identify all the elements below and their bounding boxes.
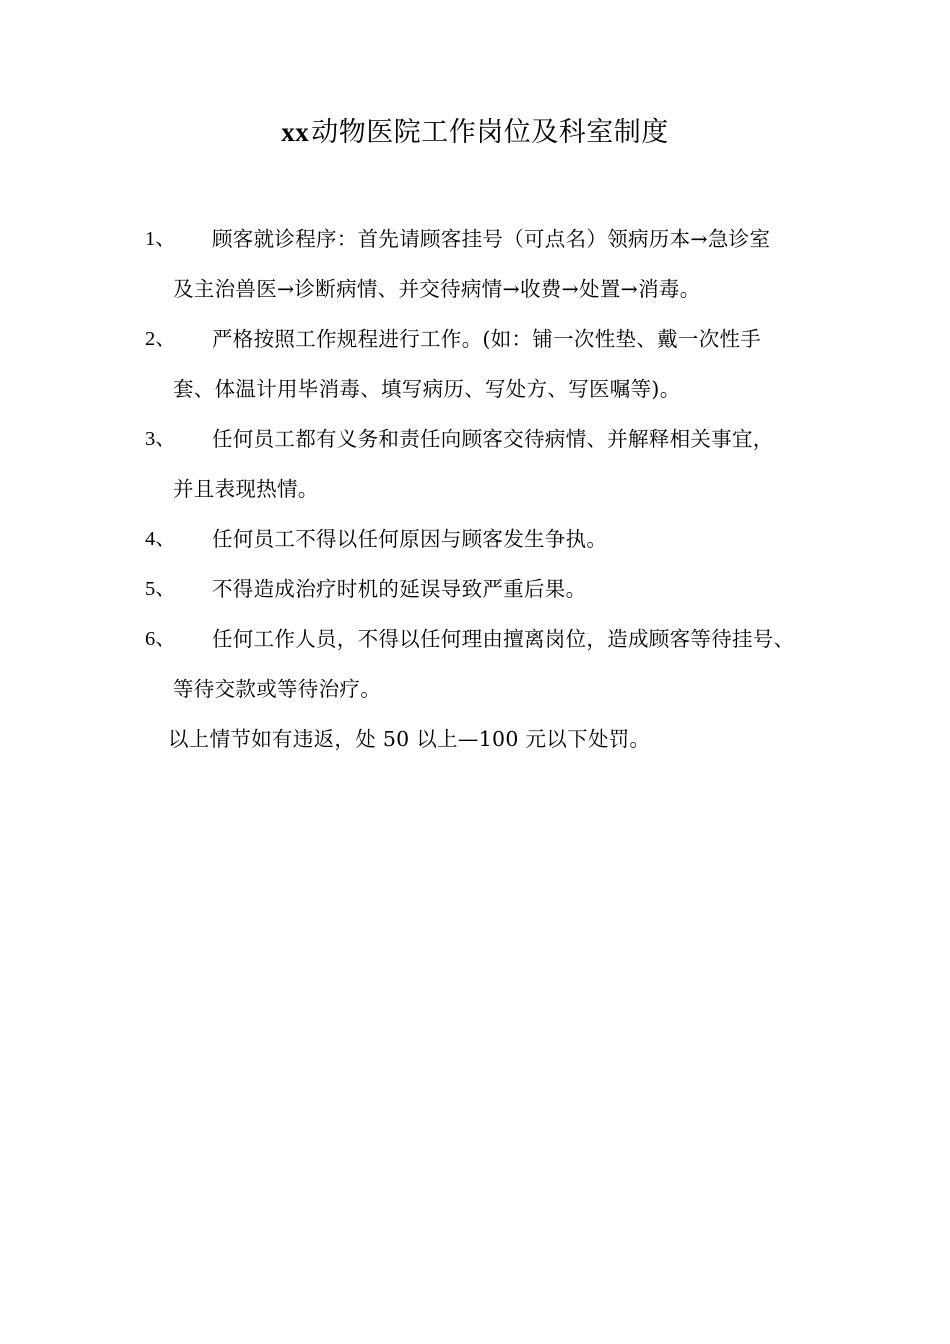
rules-list — [0, 214, 950, 764]
rule-item-3 — [0, 414, 950, 514]
rule-text: 严格按照工作规程进行工作。(如：铺一次性垫、戴一次性手 — [212, 327, 762, 351]
penalty-text: 以上情节如有违返，处 50 以上—100 元以下处罚。 — [168, 727, 651, 751]
rule-number: 6、 — [145, 628, 176, 650]
rule-text-continued: 套、体温计用毕消毒、填写病历、写处方、写医嘱等)。 — [173, 377, 681, 401]
rule-item-5 — [0, 564, 950, 614]
rule-number: 4、 — [145, 528, 176, 550]
title-main: 动物医院工作岗位及科室制度 — [311, 117, 669, 148]
penalty-note — [0, 714, 950, 764]
rule-item-2 — [0, 314, 950, 414]
rule-number: 2、 — [145, 328, 176, 350]
rule-item-4 — [0, 514, 950, 564]
rule-text: 顾客就诊程序：首先请顾客挂号（可点名）领病历本→急诊室 — [212, 227, 771, 251]
rule-number: 1、 — [145, 228, 176, 250]
rule-text-continued: 及主治兽医→诊断病情、并交待病情→收费→处置→消毒。 — [173, 277, 701, 301]
rule-text: 任何员工都有义务和责任向顾客交待病情、并解释相关事宜， — [212, 427, 774, 451]
rule-text: 任何员工不得以任何原因与顾客发生争执。 — [212, 527, 608, 551]
rule-text: 不得造成治疗时机的延误导致严重后果。 — [212, 577, 587, 601]
document-title — [0, 112, 950, 153]
rule-text-continued: 等待交款或等待治疗。 — [173, 677, 381, 701]
rule-item-6 — [0, 614, 950, 714]
rule-text-continued: 并且表现热情。 — [173, 477, 319, 501]
title-prefix: xx — [281, 117, 310, 147]
rule-number: 5、 — [145, 578, 176, 600]
rule-item-1 — [0, 214, 950, 314]
rule-text: 任何工作人员，不得以任何理由擅离岗位，造成顾客等待挂号、 — [212, 627, 795, 651]
rule-number: 3、 — [145, 428, 176, 450]
